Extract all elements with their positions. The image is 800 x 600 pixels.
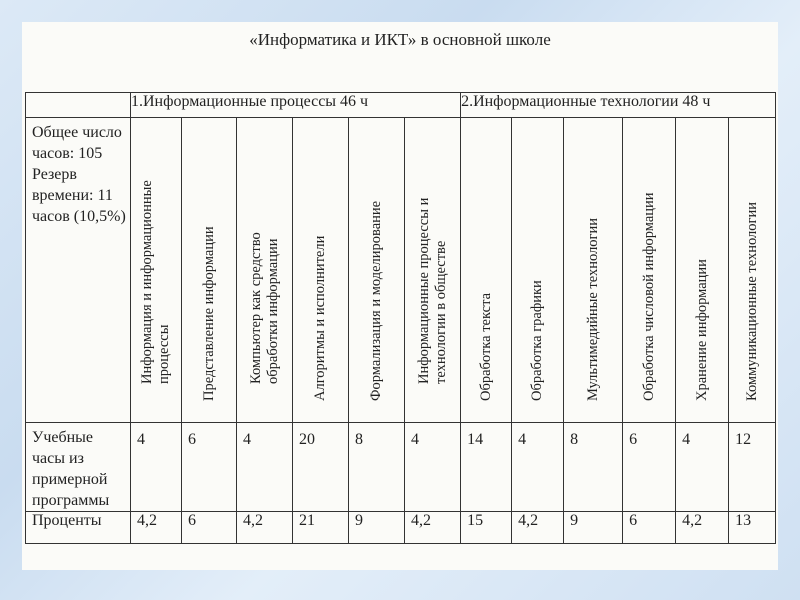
percent-cell: 6 <box>182 512 237 544</box>
percent-cell: 9 <box>349 512 405 544</box>
percent-cell: 6 <box>623 512 676 544</box>
topic-header <box>416 198 450 384</box>
hours-cell: 4 <box>405 423 461 512</box>
topic-line1: Мультимедийные технологии <box>584 217 601 401</box>
percent-row-label: Проценты <box>26 512 131 544</box>
percent-cell: 4,2 <box>512 512 564 544</box>
topic-header <box>585 218 602 401</box>
hours-row <box>26 423 776 512</box>
topic-line1: Коммуникационные технологии <box>743 202 760 401</box>
hours-row-label: Учебные часы из примерной программы <box>26 423 131 512</box>
topic-header-cell <box>405 118 461 423</box>
percent-cell: 15 <box>461 512 512 544</box>
topic-header-cell <box>293 118 349 423</box>
total-hours-label: Общее число часов: 105 Резерв времени: 11 часов (10,5%) <box>26 118 131 423</box>
topic-line1: Информационные процессы и <box>415 197 432 384</box>
topic-line1: Информация и информационные <box>139 180 155 384</box>
hours-cell: 4 <box>131 423 182 512</box>
topic-line1: Представление информации <box>200 226 217 401</box>
topic-line1: Обработка числовой информации <box>640 192 657 401</box>
hours-cell: 6 <box>623 423 676 512</box>
topic-header-cell <box>131 118 182 423</box>
topic-header <box>248 232 282 384</box>
hours-cell: 4 <box>512 423 564 512</box>
percent-cell: 21 <box>293 512 349 544</box>
curriculum-table <box>25 92 776 544</box>
corner-empty-cell <box>26 93 131 118</box>
hours-cell: 14 <box>461 423 512 512</box>
topic-header-cell <box>623 118 676 423</box>
topic-header <box>368 201 385 401</box>
hours-cell: 12 <box>729 423 776 512</box>
topic-line1: Хранение информации <box>693 259 710 401</box>
percent-row <box>26 512 776 544</box>
topic-header-cell <box>729 118 776 423</box>
topic-header-cell <box>461 118 512 423</box>
topic-header-cell <box>182 118 237 423</box>
topic-line2: технологии в обществе <box>432 240 449 384</box>
topic-header <box>312 236 329 401</box>
hours-cell: 4 <box>676 423 729 512</box>
topic-line1: Алгоритмы и исполнители <box>312 235 328 401</box>
hours-cell: 8 <box>564 423 623 512</box>
section-header-technologies: 2.Информационные технологии 48 ч <box>461 93 776 118</box>
topic-header-cell <box>512 118 564 423</box>
topics-row <box>26 118 776 423</box>
section-header-row <box>26 93 776 118</box>
percent-cell: 4,2 <box>676 512 729 544</box>
topic-header <box>694 259 711 401</box>
topic-header-cell <box>564 118 623 423</box>
percent-cell: 4,2 <box>237 512 293 544</box>
page-title: «Информатика и ИКТ» в основной школе <box>249 30 551 49</box>
topic-line1: Компьютер как средство <box>247 232 264 384</box>
topic-header <box>529 280 546 401</box>
topic-header <box>744 202 761 401</box>
hours-cell: 6 <box>182 423 237 512</box>
percent-cell: 4,2 <box>131 512 182 544</box>
section-header-processes: 1.Информационные процессы 46 ч <box>131 93 461 118</box>
topic-header <box>478 293 495 401</box>
hours-cell: 4 <box>237 423 293 512</box>
topic-header-cell <box>349 118 405 423</box>
topic-header-cell <box>237 118 293 423</box>
topic-line1: Обработка текста <box>477 292 494 401</box>
topic-line2: процессы <box>156 324 172 384</box>
topic-header <box>641 192 658 401</box>
percent-cell: 9 <box>564 512 623 544</box>
percent-cell: 13 <box>729 512 776 544</box>
hours-cell: 8 <box>349 423 405 512</box>
topic-header <box>201 226 218 401</box>
topic-line1: Формализация и моделирование <box>368 200 384 401</box>
percent-cell: 4,2 <box>405 512 461 544</box>
topic-line2: обработки информации <box>264 238 281 384</box>
hours-cell: 20 <box>293 423 349 512</box>
document-sheet <box>22 22 778 570</box>
topic-header-cell <box>676 118 729 423</box>
topic-header <box>139 180 173 384</box>
topic-line1: Обработка графики <box>529 280 546 401</box>
